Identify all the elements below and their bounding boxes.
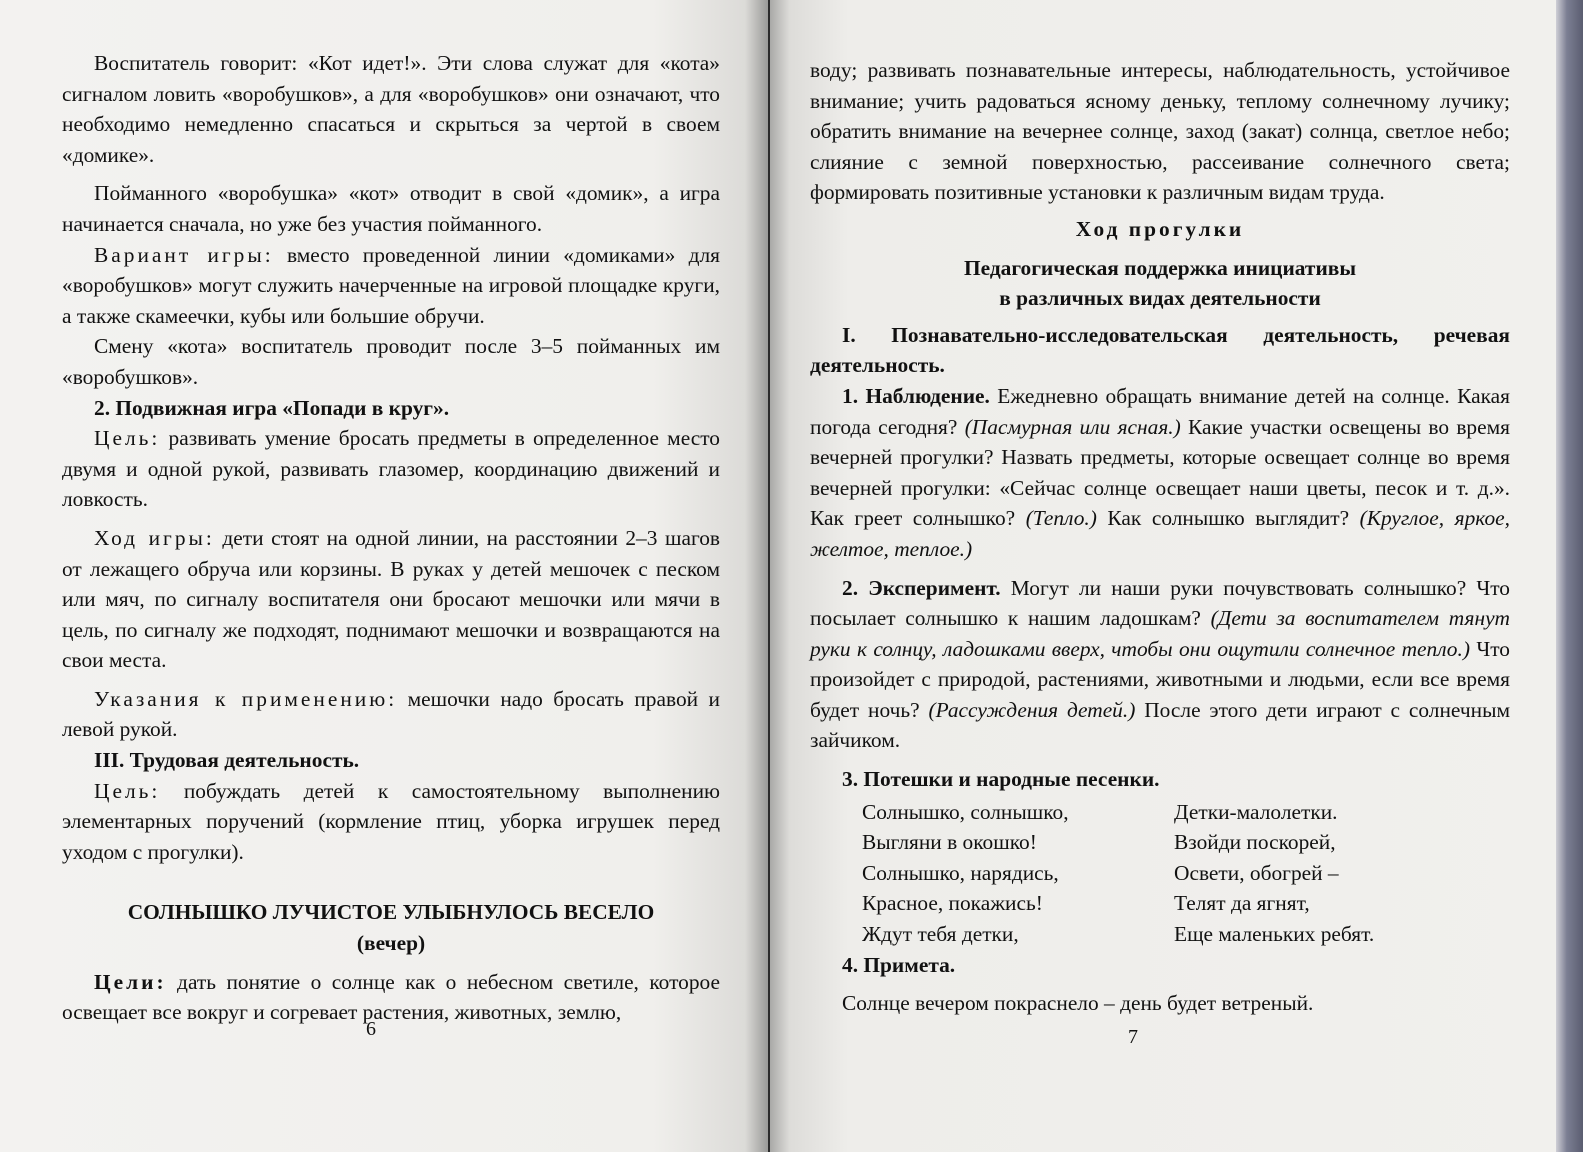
story-title: СОЛНЫШКО ЛУЧИСТОЕ УЛЫБНУЛОСЬ ВЕСЕЛО — [127, 900, 655, 925]
poem-line: Ждут тебя детки, — [862, 922, 1019, 947]
label-game-course: Ход игры: — [94, 525, 215, 550]
paragraph: Цели: дать понятие о солнце как о небесном светиле, которое освещает все вокруг и согревает растения, животных, землю, — [62, 969, 720, 1025]
label-goals: Цели: — [94, 969, 167, 994]
right-page — [770, 0, 1556, 1152]
poem-column-left — [862, 797, 1174, 950]
paragraph: Пойманного «воробушка» «кот» отводит в свой «домик», а игра начинается сначала, но уже без участия пойманного. — [62, 181, 720, 236]
paragraph: 1. Наблюдение. Ежедневно обращать внимание детей на солнце. Какая погода сегодня? (Пасмурная или ясная.) Какие участки освещены во время вечерней прогулки? Назвать предметы, которые освещает солнце во время вечерней прогулки: «Сейчас солнце освещает наши цветы, песок и т. д.». Как греет солнышко? (Тепло.) Как солнышко выглядит? (Круглое, яркое, желтое, теплое.) — [810, 383, 1511, 561]
story-subtitle: (вечер) — [356, 931, 426, 956]
poem-line: Красное, покажись! — [862, 891, 1043, 916]
poem-column-right — [1174, 797, 1486, 950]
poem-line: Освети, обогрей – — [1174, 860, 1339, 885]
left-text-column — [62, 48, 720, 1028]
subheading: Педагогическая поддержка инициативы — [963, 255, 1357, 280]
section-heading: III. Трудовая деятельность. — [94, 748, 360, 773]
section-heading: 2. Подвижная игра «Попади в круг». — [94, 395, 450, 420]
walk-heading: Ход прогулки — [1075, 216, 1245, 241]
section-heading: 4. Примета. — [842, 952, 956, 977]
paragraph: Цель: побуждать детей к самостоятельному выполнению элементарных поручений (кормление птиц, уборка игрушек перед уходом с прогулки). — [62, 778, 720, 864]
page-number: 6 — [366, 1018, 376, 1040]
paragraph: Смену «кота» воспитатель проводит после 3–5 пойманных им «воробушков». — [62, 334, 720, 389]
paragraph: 2. Эксперимент. Могут ли наши руки почувствовать солнышко? Что посылает солнышко к нашим ладошкам? (Дети за воспитателем тянут руки к солнцу, ладошками вверх, чтобы они ощутили солнечное тепло.) Что произойдет с природой, растениями, животными и людьми, если все время будет ночь? (Рассуждения детей.) После этого дети играют с солнечным зайчиком. — [810, 575, 1511, 753]
paragraph: Указания к применению: мешочки надо бросать правой и левой рукой. — [62, 686, 720, 742]
poem — [862, 797, 1510, 950]
label-goal: Цель: — [94, 778, 161, 803]
poem-line: Еще маленьких ребят. — [1174, 922, 1375, 947]
right-text-column — [810, 55, 1510, 1019]
page-number: 7 — [1128, 1026, 1138, 1048]
poem-line: Детки-малолетки. — [1174, 799, 1338, 824]
poem-line: Выгляни в окошко! — [862, 830, 1037, 855]
poem-line: Солнышко, солнышко, — [862, 799, 1069, 824]
poem-line: Телят да ягнят, — [1174, 891, 1310, 916]
paragraph: Ход игры: дети стоят на одной линии, на расстоянии 2–3 шагов от лежащего обруча или корзины. В руках у детей мешочек с песком или мяч, по сигналу воспитателя они бросают мешочки или мячи в цель, по сигналу же подходят, поднимают мешочки и возвращаются на свои места. — [62, 525, 720, 673]
poem-line: Взойди поскорей, — [1174, 830, 1336, 855]
poem-line: Солнышко, нарядись, — [862, 860, 1059, 885]
paragraph: Воспитатель говорит: «Кот идет!». Эти слова служат для «кота» сигналом ловить «воробушков», а для «воробушков» они означают, что необходимо немедленно спасаться и скрыться за чертой в своем «домике». — [62, 51, 720, 167]
book-edge — [1556, 0, 1583, 1152]
label-variant: Вариант игры: — [94, 242, 274, 267]
section-heading: I. Познавательно-исследовательская деятельность, речевая деятельность. — [810, 322, 1510, 378]
left-page — [0, 0, 768, 1152]
paragraph: Цель: развивать умение бросать предметы в определенное место двумя и одной рукой, развивать глазомер, координацию движений и ловкость. — [62, 426, 720, 512]
paragraph: воду; развивать познавательные интересы, наблюдательность, устойчивое внимание; учить радоваться ясному деньку, теплому солнечному лучику; обратить внимание на вечернее солнце, заход (закат) солнца, светлое небо; слияние с земной поверхностью, рассеивание солнечного света; формировать позитивные установки к различным видам труда. — [810, 58, 1510, 205]
section-heading: 3. Потешки и народные песенки. — [842, 767, 1160, 792]
subheading: в различных видах деятельности — [999, 286, 1321, 311]
paragraph: Вариант игры: вместо проведенной линии «домиками» для «воробушков» могут служить начерченные на игровой площадке круги, а также скамеечки, кубы или большие обручи. — [62, 242, 720, 328]
label-instructions: Указания к применению: — [94, 686, 398, 711]
paragraph: Солнце вечером покраснело – день будет ветреный. — [842, 991, 1314, 1016]
label-goal: Цель: — [94, 426, 161, 451]
